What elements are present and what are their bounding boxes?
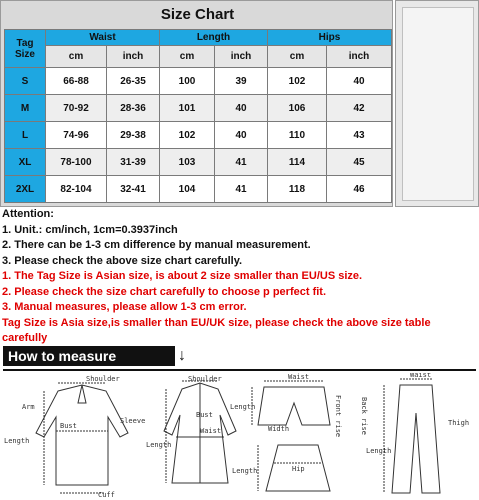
label-front-rise: Front rise (334, 395, 342, 438)
table-cell: 104 (160, 176, 215, 203)
size-chart (0, 0, 393, 207)
warning-line: Tag Size is Asia size,is smaller than EU/UK size, please check the above size table (2, 316, 431, 329)
table-row (5, 149, 392, 176)
table-cell: 82-104 (46, 176, 107, 203)
size-header-label: Size (14, 48, 35, 60)
table-cell: 43 (327, 122, 392, 149)
how-to-measure-title: How to measure (3, 346, 175, 366)
decorative-panel (395, 0, 479, 207)
table-cell: 32-41 (107, 176, 160, 203)
table-cell: 31-39 (107, 149, 160, 176)
table-row (5, 68, 392, 95)
tag-size: XL (5, 149, 46, 176)
table-row (5, 122, 392, 149)
label-shoulder: Shoulder (86, 375, 120, 383)
tag-header-label: Tag (16, 37, 34, 49)
label-length: Length (4, 437, 30, 445)
note-line: 1. Unit.: cm/inch, 1cm=0.3937inch (2, 223, 178, 236)
table-cell: 41 (215, 176, 268, 203)
table-cell: 102 (268, 68, 327, 95)
blouse-diagram (36, 383, 128, 493)
table-cell: 39 (215, 68, 268, 95)
table-cell: 70-92 (46, 95, 107, 122)
warning-line: 3. Manual measures, please allow 1-3 cm error. (2, 301, 247, 313)
note-line: 2. There can be 1-3 cm difference by manual measurement. (2, 239, 311, 251)
table-cell: 41 (215, 149, 268, 176)
label-width: Width (268, 425, 290, 433)
waist-group-header: Waist (46, 30, 160, 46)
table-cell: 40 (215, 122, 268, 149)
unit-header: inch (327, 46, 392, 68)
unit-header: inch (107, 46, 160, 68)
table-cell: 106 (268, 95, 327, 122)
table-cell: 45 (327, 149, 392, 176)
table-cell: 103 (160, 149, 215, 176)
warning-line: carefully (2, 332, 48, 344)
table-cell: 74-96 (46, 122, 107, 149)
table-cell: 102 (160, 122, 215, 149)
table-cell: 42 (327, 95, 392, 122)
table-cell: 100 (160, 68, 215, 95)
label-thigh: Thigh (448, 419, 470, 427)
table-cell: 46 (327, 176, 392, 203)
label-waist: Waist (200, 427, 222, 435)
unit-header: cm (160, 46, 215, 68)
warning-line: 2. Please check the size chart carefully to choose p perfect fit. (2, 285, 327, 298)
unit-header: inch (215, 46, 268, 68)
table-cell: 40 (215, 95, 268, 122)
warning-line: 1. The Tag Size is Asian size, is about 2 size smaller than EU/US size. (2, 270, 363, 282)
table-row (5, 176, 392, 203)
label-length: Length (230, 403, 256, 411)
shorts-diagram (252, 381, 330, 425)
table-row (5, 95, 392, 122)
label-hip: Hip (292, 465, 305, 473)
unit-header: cm (268, 46, 327, 68)
label-sleeve: Sleeve (120, 417, 146, 425)
table-cell: 118 (268, 176, 327, 203)
tag-size: S (5, 68, 46, 95)
table-cell: 28-36 (107, 95, 160, 122)
label-length: Length (146, 441, 172, 449)
label-bust: Bust (196, 411, 213, 419)
label-arm: Arm (22, 403, 35, 411)
tag-size: L (5, 122, 46, 149)
label-length: Length (232, 467, 258, 475)
label-back-rise: Back rise (360, 397, 368, 435)
label-cuff: Cuff (98, 491, 115, 499)
label-waist: Waist (288, 373, 310, 381)
table-cell: 29-38 (107, 122, 160, 149)
table-cell: 40 (327, 68, 392, 95)
hips-group-header: Hips (268, 30, 392, 46)
table-cell: 114 (268, 149, 327, 176)
table-cell: 101 (160, 95, 215, 122)
size-table (4, 29, 392, 203)
divider (3, 369, 476, 371)
label-shoulder: Shoulder (188, 375, 222, 383)
label-waist: Waist (410, 373, 432, 379)
label-bust: Bust (60, 422, 77, 430)
table-cell: 110 (268, 122, 327, 149)
attention-heading: Attention: (2, 208, 54, 220)
measurement-diagrams (0, 373, 479, 500)
size-chart-title: Size Chart (160, 6, 235, 23)
table-cell: 78-100 (46, 149, 107, 176)
note-line: 3. Please check the above size chart carefully. (2, 254, 243, 267)
table-cell: 26-35 (107, 68, 160, 95)
trousers-diagram (384, 379, 440, 493)
tag-size-header (5, 30, 46, 68)
table-cell: 66-88 (46, 68, 107, 95)
length-group-header: Length (160, 30, 268, 46)
unit-header: cm (46, 46, 107, 68)
label-length: Length (366, 447, 392, 455)
decorative-placeholder (402, 7, 474, 201)
tag-size: 2XL (5, 176, 46, 203)
attention-notes (2, 207, 478, 347)
tag-size: M (5, 95, 46, 122)
down-arrow-icon: ↓ (178, 347, 186, 364)
